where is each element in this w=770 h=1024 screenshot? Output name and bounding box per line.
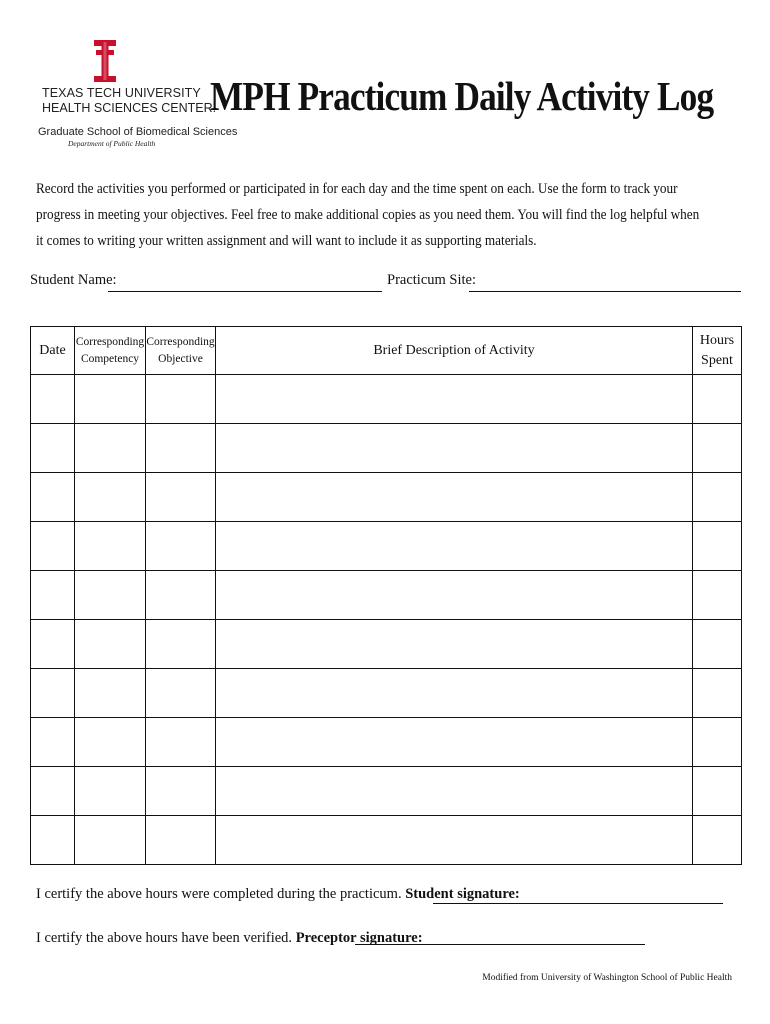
date-cell[interactable] <box>31 767 75 816</box>
description-cell[interactable] <box>216 522 693 571</box>
student-name-field[interactable] <box>108 291 382 292</box>
objective-cell[interactable] <box>146 424 216 473</box>
competency-cell[interactable] <box>75 816 146 865</box>
description-cell[interactable] <box>216 669 693 718</box>
hours-cell[interactable] <box>693 767 742 816</box>
practicum-site-field[interactable] <box>469 291 741 292</box>
footer-note: Modified from University of Washington School of Public Health <box>482 973 732 983</box>
objective-cell[interactable] <box>146 571 216 620</box>
date-cell[interactable] <box>31 375 75 424</box>
objective-cell[interactable] <box>146 669 216 718</box>
table-row <box>31 669 742 718</box>
objective-cell[interactable] <box>146 522 216 571</box>
date-cell[interactable] <box>31 473 75 522</box>
competency-cell[interactable] <box>75 620 146 669</box>
logo-graduate-school: Graduate School of Biomedical Sciences <box>38 126 238 138</box>
table-row <box>31 767 742 816</box>
logo-university-name: TEXAS TECH UNIVERSITY <box>42 86 201 100</box>
table-row <box>31 522 742 571</box>
logo-department: Department of Public Health <box>68 139 156 148</box>
competency-cell[interactable] <box>75 767 146 816</box>
table-header-row <box>31 327 742 375</box>
hours-cell[interactable] <box>693 375 742 424</box>
competency-cell[interactable] <box>75 669 146 718</box>
preceptor-signature-label: Preceptor signature: <box>295 930 423 946</box>
table-row <box>31 816 742 865</box>
student-name-label: Student Name: <box>30 272 117 288</box>
competency-cell[interactable] <box>75 718 146 767</box>
date-cell[interactable] <box>31 620 75 669</box>
hours-cell[interactable] <box>693 816 742 865</box>
header-date: Date <box>31 327 75 375</box>
preceptor-signature-field[interactable] <box>355 944 645 945</box>
hours-cell[interactable] <box>693 571 742 620</box>
student-signature-field[interactable] <box>433 903 723 904</box>
objective-cell[interactable] <box>146 375 216 424</box>
date-cell[interactable] <box>31 718 75 767</box>
objective-cell[interactable] <box>146 473 216 522</box>
student-signature-label: Student signature: <box>405 886 520 902</box>
table-row <box>31 571 742 620</box>
table-row <box>31 424 742 473</box>
hours-cell[interactable] <box>693 522 742 571</box>
page-title: MPH Practicum Daily Activity Log <box>210 73 714 119</box>
logo-hsc-name: HEALTH SCIENCES CENTER. <box>42 101 217 115</box>
preceptor-certification-text: I certify the above hours have been verified. <box>36 930 293 946</box>
objective-cell[interactable] <box>146 718 216 767</box>
competency-cell[interactable] <box>75 571 146 620</box>
competency-cell[interactable] <box>75 424 146 473</box>
header-hours: Hours Spent <box>693 327 742 375</box>
description-cell[interactable] <box>216 571 693 620</box>
date-cell[interactable] <box>31 522 75 571</box>
date-cell[interactable] <box>31 424 75 473</box>
activity-log-table <box>30 326 742 865</box>
hours-cell[interactable] <box>693 620 742 669</box>
table-row <box>31 718 742 767</box>
student-certification <box>36 886 520 903</box>
hours-cell[interactable] <box>693 424 742 473</box>
competency-cell[interactable] <box>75 522 146 571</box>
description-cell[interactable] <box>216 375 693 424</box>
table-row <box>31 473 742 522</box>
practicum-site-label: Practicum Site: <box>387 272 476 288</box>
table-row <box>31 620 742 669</box>
objective-cell[interactable] <box>146 767 216 816</box>
hours-cell[interactable] <box>693 669 742 718</box>
header-objective: Corresponding Objective <box>146 327 216 375</box>
description-cell[interactable] <box>216 718 693 767</box>
date-cell[interactable] <box>31 816 75 865</box>
description-cell[interactable] <box>216 767 693 816</box>
objective-cell[interactable] <box>146 816 216 865</box>
table-row <box>31 375 742 424</box>
date-cell[interactable] <box>31 571 75 620</box>
header-competency: Corresponding Competency <box>75 327 146 375</box>
competency-cell[interactable] <box>75 473 146 522</box>
ttu-logo <box>28 40 238 155</box>
hours-cell[interactable] <box>693 718 742 767</box>
competency-cell[interactable] <box>75 375 146 424</box>
header-description: Brief Description of Activity <box>216 327 693 375</box>
instructions-paragraph: Record the activities you performed or participated in for each day and the time spent on each. Use the form to track your progress in meeting your objectives. Feel free to make additional copies as you need them. You will find the log helpful when it comes to writing your written assignment and will want to include it as supporting materials. <box>36 181 700 249</box>
description-cell[interactable] <box>216 816 693 865</box>
description-cell[interactable] <box>216 473 693 522</box>
description-cell[interactable] <box>216 424 693 473</box>
hours-cell[interactable] <box>693 473 742 522</box>
student-certification-text: I certify the above hours were completed during the practicum. <box>36 886 402 902</box>
date-cell[interactable] <box>31 669 75 718</box>
description-cell[interactable] <box>216 620 693 669</box>
objective-cell[interactable] <box>146 620 216 669</box>
double-t-logo-icon <box>94 40 116 82</box>
